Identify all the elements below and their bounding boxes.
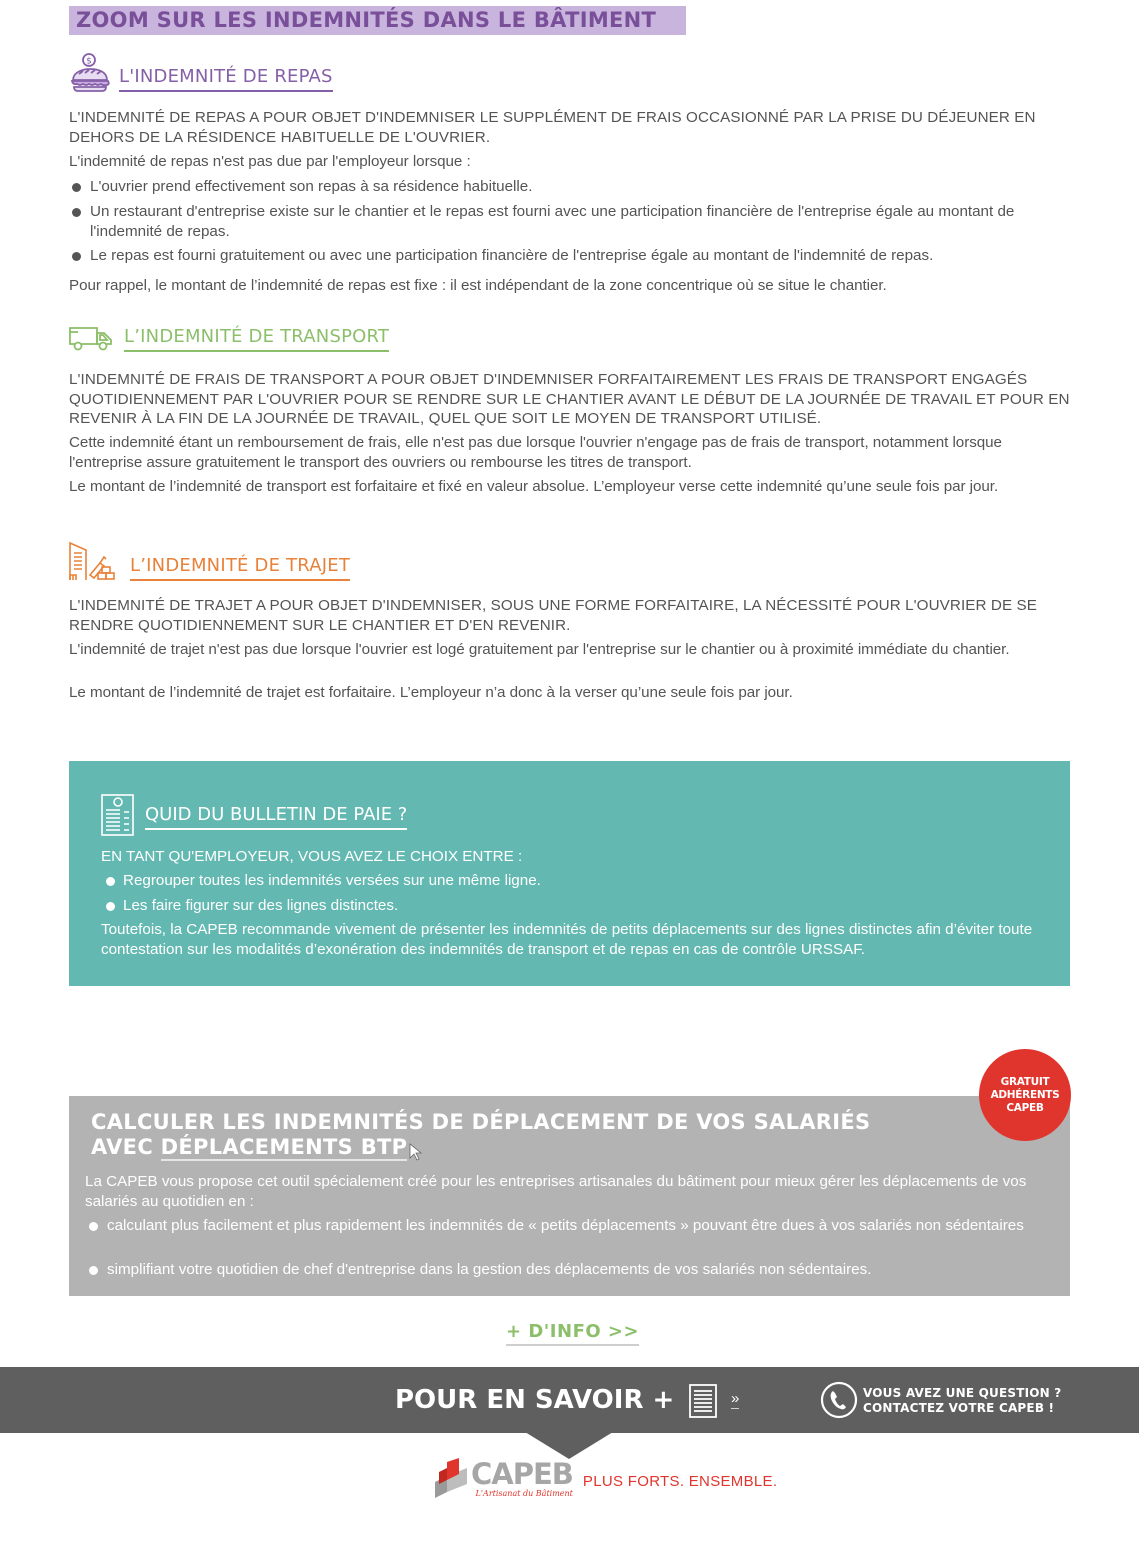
transport-paragraph-2: Le montant de l’indemnité de transport est forfaitaire et fixé en valeur absolue. L’employeur verse cette indemnité qu’une seule fois par jour. [69, 478, 999, 495]
section-title-repas: L'INDEMNITÉ DE REPAS [119, 67, 333, 92]
phone-icon[interactable] [820, 1381, 858, 1419]
trajet-paragraph-2: Le montant de l’indemnité de trajet est forfaitaire. L’employeur n’a donc à la verser qu’une seule fois par jour. [69, 684, 793, 701]
trajet-intro: L'INDEMNITÉ DE TRAJET A POUR OBJET D'INDEMNISER, SOUS UNE FORME FORFAITAIRE, LA NÉCESSITÉ POUR L'OUVRIER DE SE RENDRE QUOTIDIENNEMENT SUR LE CHANTIER ET D'EN REVENIR. [69, 597, 1037, 634]
list-item: calculant plus facilement et plus rapidement les indemnités de « petits déplacements » pouvant être dues à vos salariés non sédentaires [85, 1216, 1060, 1236]
trajet-paragraph-1: L'indemnité de trajet n'est pas due lorsque l'ouvrier est logé gratuitement par l'entreprise sur le chantier ou à proximité immédiate du chantier. [69, 641, 1010, 658]
badge-line: ADHÉRENTS [990, 1088, 1060, 1101]
payslip-header [101, 794, 407, 836]
transport-paragraph-1: Cette indemnité étant un remboursement de frais, elle n'est pas due lorsque l'ouvrier n'engage pas de frais de transport, notamment lorsque l'entreprise assure gratuitement le transport des ouvriers ou rembourse les titres de transport. [69, 434, 1002, 471]
payslip-icon [101, 794, 135, 836]
list-item: Regrouper toutes les indemnités versées sur une même ligne. [101, 871, 1061, 891]
payslip-note: Toutefois, la CAPEB recommande vivement de présenter les indemnités de petits déplacements sur des lignes distinctes afin d’éviter toute contestation sur les modalités d’exonération des indemnités de transport et de repas en cas de contrôle URSSAF. [101, 921, 1033, 958]
transport-intro: L'INDEMNITÉ DE FRAIS DE TRANSPORT A POUR OBJET D'INDEMNISER FORFAITAIREMENT LES FRAIS DE TRANSPORT ENGAGÉS QUOTIDIENNEMENT PAR L'OUVRIER POUR SE RENDRE SUR LE CHANTIER AVANT LE DÉBUT DE LA JOURNÉE DE TRAVAIL ET POUR EN REVENIR À LA FIN DE LA JOURNÉE DE TRAVAIL, QUEL QUE SOIT LE MOYEN DE TRANSPORT UTILISÉ. [69, 371, 1070, 427]
contact-prompt[interactable] [863, 1386, 1061, 1416]
logo-wordmark [471, 1456, 573, 1498]
badge-line: CAPEB [1006, 1101, 1044, 1114]
capeb-logo-mark [433, 1458, 469, 1498]
promo-title-prefix: AVEC [91, 1135, 161, 1159]
repas-intro: L'INDEMNITÉ DE REPAS A POUR OBJET D'INDEMNISER LE SUPPLÉMENT DE FRAIS OCCASIONNÉ PAR LA PRISE DU DÉJEUNER EN DEHORS DE LA RÉSIDENCE HABITUELLE DE L'OUVRIER. [69, 109, 1036, 146]
list-item: L'ouvrier prend effectivement son repas à sa résidence habituelle. [69, 177, 1072, 197]
section-header-transport [68, 324, 389, 352]
more-info-link[interactable]: + D'INFO >> [506, 1321, 639, 1346]
payslip-title: QUID DU BULLETIN DE PAIE ? [145, 805, 407, 830]
deplacements-btp-promo [69, 1096, 1070, 1296]
logo-slogan: PLUS FORTS. ENSEMBLE. [582, 1472, 778, 1490]
payslip-info-box [69, 761, 1070, 986]
list-item: Les faire figurer sur des lignes distinctes. [101, 896, 1061, 916]
section-title-transport: L’INDEMNITÉ DE TRANSPORT [124, 327, 389, 352]
section-header-trajet [68, 541, 350, 581]
promo-title [91, 1110, 870, 1161]
payslip-lead: EN TANT QU'EMPLOYEUR, VOUS AVEZ LE CHOIX ENTRE : [101, 848, 523, 865]
footer-arrow [525, 1432, 613, 1459]
contact-line1: VOUS AVEZ UNE QUESTION ? [863, 1386, 1062, 1400]
promo-lead: La CAPEB vous propose cet outil spécialement créé pour les entreprises artisanales du bâtiment pour mieux gérer les déplacements de vos salariés au quotidien en : [85, 1173, 1027, 1210]
promo-title-line1: CALCULER LES INDEMNITÉS DE DÉPLACEMENT DE VOS SALARIÉS [91, 1110, 871, 1134]
list-item: simplifiant votre quotidien de chef d'entreprise dans la gestion des déplacements de vos salariés non sédentaires. [85, 1260, 1060, 1280]
building-trowel-icon [68, 541, 122, 581]
learn-more-link[interactable]: » [731, 1390, 740, 1407]
document-icon[interactable] [689, 1384, 717, 1418]
logo-tagline: L'Artisanat du Bâtiment [475, 1488, 573, 1498]
badge-line: GRATUIT [1000, 1075, 1050, 1088]
list-item: Un restaurant d'entreprise existe sur le chantier et le repas est fourni avec une participation financière de l'entreprise égale au montant de l'indemnité de repas. [69, 202, 1072, 241]
capeb-logo [433, 1458, 777, 1498]
contact-line2: CONTACTEZ VOTRE CAPEB ! [863, 1401, 1055, 1415]
promo-title-line2 [91, 1135, 870, 1161]
svg-text:$: $ [86, 56, 92, 67]
section-title-trajet: L’INDEMNITÉ DE TRAJET [130, 556, 350, 581]
page-title: ZOOM SUR LES INDEMNITÉS DANS LE BÂTIMENT [69, 6, 686, 35]
list-item: Le repas est fourni gratuitement ou avec une participation financière de l'entreprise égale au montant de l'indemnité de repas. [69, 246, 1072, 266]
van-icon [68, 324, 114, 352]
repas-note: Pour rappel, le montant de l’indemnité de repas est fixe : il est indépendant de la zone concentrique où se situe le chantier. [69, 277, 887, 294]
section-header-repas [69, 52, 333, 94]
logo-name: CAPEB [471, 1456, 573, 1491]
sandwich-coin-icon [69, 52, 111, 94]
cursor-icon [409, 1143, 423, 1161]
free-members-badge [979, 1049, 1071, 1141]
learn-more-heading: POUR EN SAVOIR + [395, 1385, 675, 1415]
deplacements-btp-link[interactable]: DÉPLACEMENTS BTP [160, 1135, 408, 1159]
repas-lead: L'indemnité de repas n'est pas due par l'employeur lorsque : [69, 153, 471, 170]
